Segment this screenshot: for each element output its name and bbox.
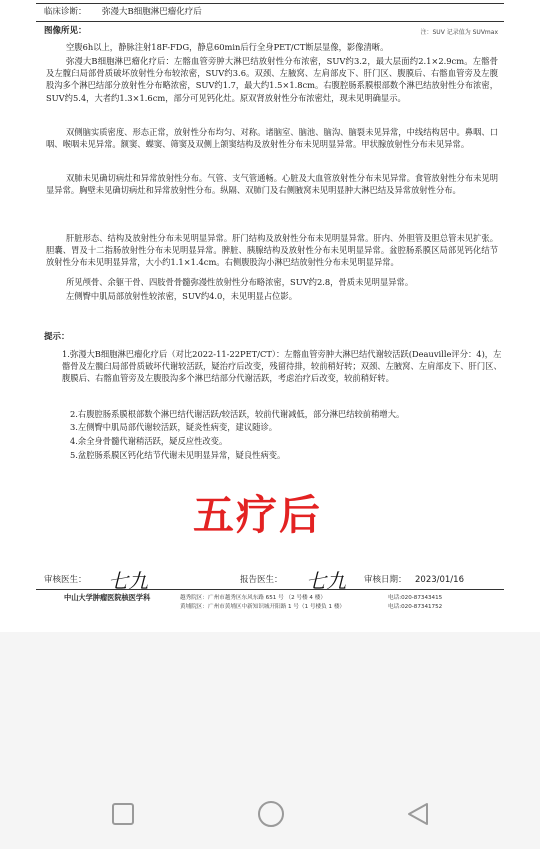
suv-note: 注：SUV 记录值为 SUVmax xyxy=(420,29,498,36)
home-button[interactable] xyxy=(257,800,285,832)
treatment-stamp: 五疗后 xyxy=(193,491,322,539)
conclusion-item-5: 5.盆腔肠系膜区钙化结节代谢未见明显异常，疑良性病变。 xyxy=(70,450,286,460)
reviewer-label: 审核医生： xyxy=(44,575,87,585)
finding-paragraph-1: 空腹6h以上，静脉注射18F-FDG，静息60min后行全身PET/CT断层显像，影像清晰。 xyxy=(66,42,389,52)
phone-huangpu: 电话:020-87341752 xyxy=(388,604,443,610)
finding-paragraph-7: 左侧臀中肌局部放射性较浓密，SUV约4.0，未见明显占位影。 xyxy=(66,291,297,301)
phone-yuexiu: 电话:020-87343415 xyxy=(388,595,443,601)
reviewer-signature: 七九 xyxy=(108,569,148,593)
system-nav-bar xyxy=(0,780,540,849)
finding-paragraph-4: 双肺未见确切病灶和异常放射性分布。气管、支气管通畅。心脏及大血管放射性分布未见异常。食管放射性分布未见明显异常。胸壁未见确切病灶和异常放射性分布。纵隔、双肺门及右侧腋窝未见明显肿大淋巴结及异常放射性分布。 xyxy=(46,173,498,196)
back-button[interactable] xyxy=(405,801,431,831)
finding-paragraph-3: 双侧脑实质密度、形态正常，放射性分布均匀、对称。诸脑室、脑池、脑沟、脑裂未见异常，中线结构居中。鼻咽、口咽、喉咽未见异常。额窦、蝶窦、筛窦及双侧上颌窦结构及放射性分布未见明显异常。甲状腺放射性分布未见异常。 xyxy=(46,127,498,150)
address-yuexiu: 越秀院区：广州市越秀区东风东路 651 号 （2 号楼 4 楼） xyxy=(180,595,326,601)
conclusion-item-3: 3.左侧臀中肌局部代谢较活跃，疑炎性病变，建议随诊。 xyxy=(70,422,278,432)
finding-paragraph-5: 肝脏形态、结构及放射性分布未见明显异常。肝门结构及放射性分布未见明显异常。肝内、外胆管及胆总管未见扩张。胆囊、胃及十二指肠放射性分布未见明显异常。脾脏、胰腺结构及放射性分布未见明显异常。盆腔肠系膜区局部见钙化结节放射性分布未见明显异常，大小约1.1×1.4cm。右侧腹股沟小淋巴结放射性分布未见明显异常。 xyxy=(46,233,498,268)
conclusion-item-4: 4.余全身骨髓代谢稍活跃，疑反应性改变。 xyxy=(70,436,228,446)
square-icon xyxy=(111,802,135,826)
finding-paragraph-6: 所见颅骨、余躯干骨、四肢骨骨髓弥漫性放射性分布略浓密，SUV约2.8，骨质未见明显异常。 xyxy=(66,277,414,287)
hospital-name: 中山大学肿瘤医院核医学科 xyxy=(64,593,151,602)
diagnosis-value: 弥漫大B细胞淋巴瘤化疗后 xyxy=(102,7,202,17)
address-huangpu: 黄埔院区：广州市黄埔区中新知识城开阳路 1 号（1 号楼负 1 楼） xyxy=(180,604,346,610)
reporter-label: 报告医生： xyxy=(240,575,283,585)
conclusion-title: 提示： xyxy=(44,332,70,342)
circle-icon xyxy=(257,800,285,828)
section-rule xyxy=(36,21,504,22)
conclusion-item-1: 1.弥漫大B细胞淋巴瘤化疗后（对比2022-11-22PET/CT）：左髂血管旁肿大淋巴结代谢较活跃(Deauville评分：4)，左髂骨及左髋臼局部骨质破坏代谢较活跃，疑治疗后改变，残留待排，较前稍好转；双颈、左腋窝、左肩部皮下、肝门区、腹膜后、右髂血管旁及左腹股沟多个淋巴结部分代谢活跃，考虑治疗后改变，较前稍好转。 xyxy=(62,349,502,384)
review-date-value: 2023/01/16 xyxy=(415,575,464,585)
review-date-label: 审核日期： xyxy=(364,575,407,585)
diagnosis-label: 临床诊断： xyxy=(44,7,87,17)
conclusion-item-2: 2.右腹腔肠系膜根部数个淋巴结代谢活跃/较活跃，较前代谢减低，部分淋巴结较前稍增大。 xyxy=(70,409,405,419)
footer-rule xyxy=(36,589,504,590)
findings-title: 图像所见： xyxy=(44,26,87,36)
finding-paragraph-2: 弥漫大B细胞淋巴瘤化疗后：左髂血管旁肿大淋巴结放射性分布浓密，SUV约3.2，最大层面约2.1×2.9cm。左髂骨及左髋臼局部骨质破坏放射性分布较浓密，SUV约3.6。双颈、左腋窝、左肩部皮下、肝门区、腹膜后、右髂血管旁及左腹股沟多个淋巴结部分放射性分布略浓密，SUV约1.7，最大约1.5×1.8cm。右腹腔肠系膜根部数个淋巴结放射性分布浓密，SUV约5.4，大者约1.3×1.6cm，部分可见钙化灶。原双肾放射性分布浓密灶，现未见明确显示。 xyxy=(46,56,498,103)
top-rule xyxy=(36,3,504,4)
recents-button[interactable] xyxy=(111,802,135,830)
reporter-signature: 七九 xyxy=(306,569,346,593)
triangle-icon xyxy=(405,801,431,827)
